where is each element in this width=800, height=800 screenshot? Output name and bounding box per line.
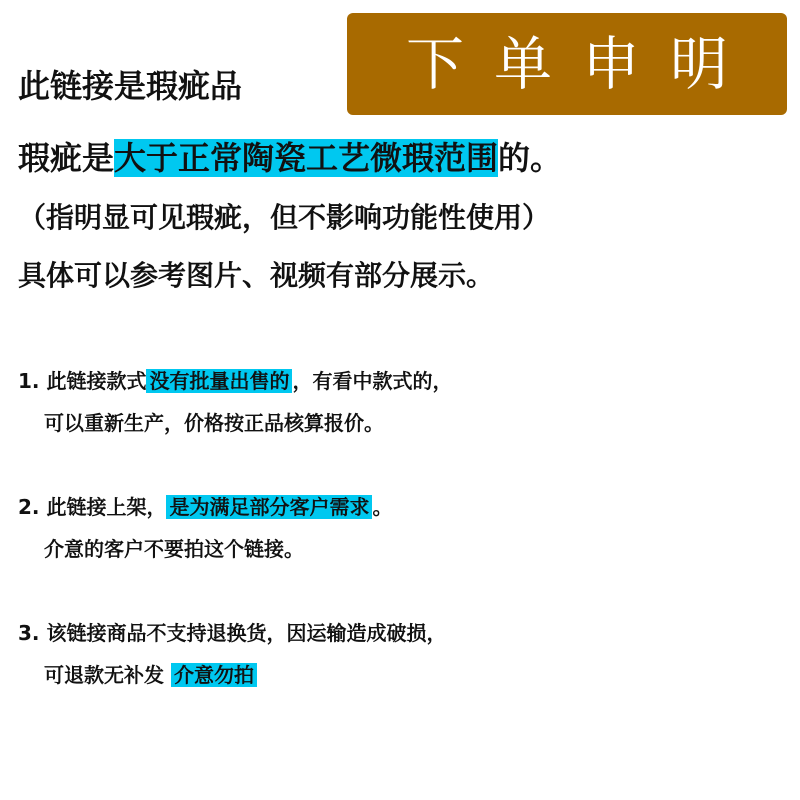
item-line2 (44, 660, 257, 690)
definition-highlight: 大于正常陶瓷工艺微瑕范围 (114, 139, 499, 177)
item-line1: 该链接商品不支持退换货，因运输造成破损， (46, 621, 447, 645)
item-line2-prefix: 可退款无补发 (44, 663, 164, 687)
definition-prefix: 瑕疵是 (18, 139, 115, 177)
item-number: 1. (18, 369, 40, 393)
item-number: 3. (18, 621, 40, 645)
item-highlight: 是为满足部分客户需求 (166, 495, 372, 519)
defect-notice-title: 此链接是瑕疵品 (18, 67, 243, 105)
item-line1-suffix: 。 (372, 495, 393, 519)
item-line1-suffix: ，有看中款式的， (292, 369, 453, 393)
list-item (18, 618, 446, 648)
order-statement-banner: 下单申明 (347, 13, 787, 115)
item-line1-prefix: 此链接款式 (46, 369, 147, 393)
item-line2: 介意的客户不要拍这个链接。 (44, 537, 304, 561)
item-highlight: 介意勿拍 (171, 663, 257, 687)
item-highlight: 没有批量出售的 (146, 369, 292, 393)
defect-note: （指明显可见瑕疵，但不影响功能性使用） (18, 201, 551, 234)
definition-suffix: 的。 (498, 139, 563, 177)
reference-note: 具体可以参考图片、视频有部分展示。 (18, 259, 495, 292)
item-line1-prefix: 此链接上架， (46, 495, 167, 519)
list-item (18, 492, 392, 522)
item-number: 2. (18, 495, 40, 519)
list-item (18, 366, 452, 396)
item-line2: 可以重新生产，价格按正品核算报价。 (44, 411, 384, 435)
defect-definition (18, 136, 562, 180)
